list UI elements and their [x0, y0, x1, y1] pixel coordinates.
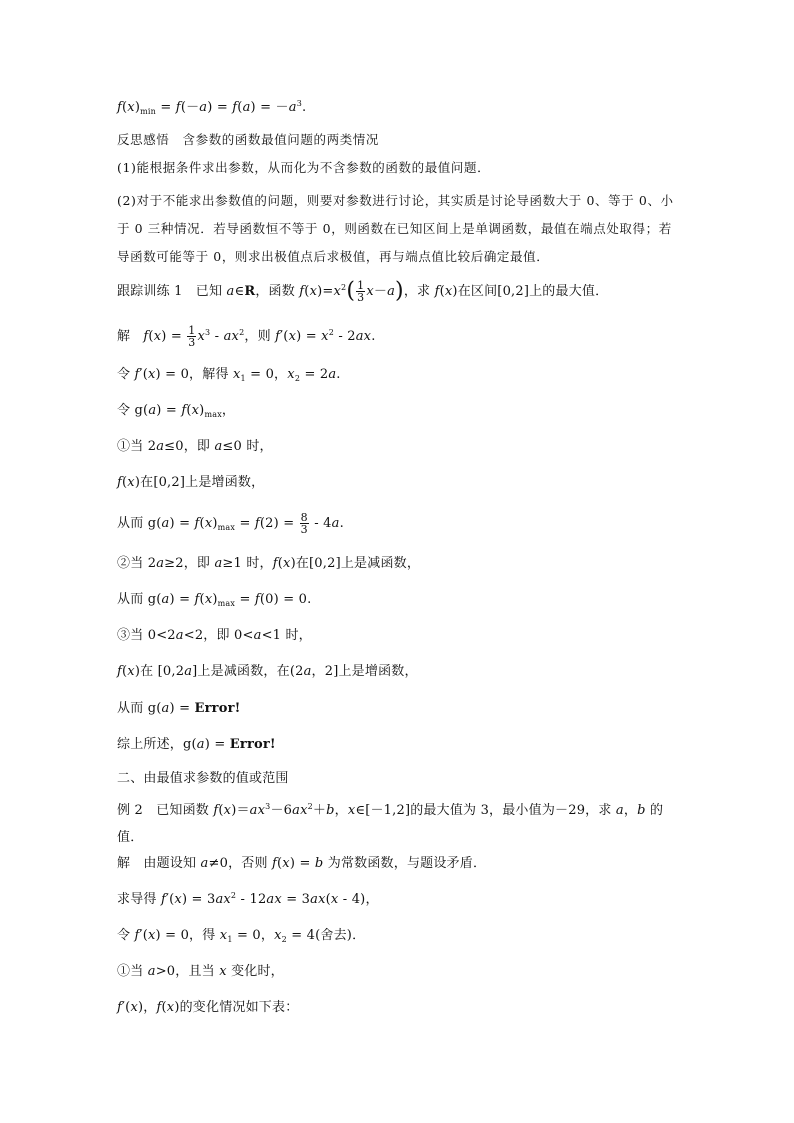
solution-derivative: 解 f(x) = $\frac{1}{3}$ $x^3 - ax^2$，则 $f'(x) = x^2 - 2ax$. — [117, 324, 376, 349]
example-2-case-1: ①当 a>0，且当 x 变化时， — [117, 964, 284, 979]
case-1-monotonic: f(x)在[0,2]上是增函数， — [117, 475, 265, 490]
reflection-point-1: (1)能根据条件求出参数，从而化为不含参数的函数的最值问题． — [117, 160, 491, 175]
line-fmin-result: $f(x)_{min} = f(-a) = f(a) = -a^3$. — [117, 99, 307, 116]
example-2-derivative: 求导得 $f'(x) = 3ax^2 - 12ax = 3ax(x - 4)$， — [117, 891, 379, 907]
case-2-result: 从而 $g(a) = f(x)_{max} = f(0) = 0$. — [117, 592, 312, 608]
case-2-condition: ②当 2a≥2，即 a≥1 时，f(x)在[0,2]上是减函数， — [117, 556, 421, 571]
reflection-point-2: (2)对于不能求出参数值的问题，则要对参数进行讨论，其实质是讨论导函数大于 0、等于 0、小于 0 三种情况．若导函数恒不等于 0，则函数在已知区间上是单调函数，最值在端点处取得；若导函数可能等于 0，则求出极值点后求极值，再与端点值比较后确定最值． — [117, 193, 674, 264]
summary-result: 综上所述，g(a) = Error! — [117, 737, 276, 752]
example-2-statement: 例 2 已知函数 $f(x)=ax^3-6ax^2+b$，x∈[－1,2]的最大值为 3，最小值为－29，求 a，b 的值． — [117, 802, 664, 845]
case-3-condition: ③当 0<2a<2，即 0<a<1 时， — [117, 628, 312, 643]
case-3-result: 从而 g(a) = Error! — [117, 701, 241, 716]
case-1-result: 从而 $g(a) = f(x)_{max} = f(2)$ = $\frac{8}{3}$ - 4a. — [117, 511, 344, 536]
solution-roots: 令 f′(x) = 0，解得 $x_1 = 0$，$x_2 = 2a$. — [117, 367, 341, 383]
section-2-heading: 二、由最值求参数的值或范围 — [117, 771, 289, 786]
example-2-solution-intro: 解 由题设知 a≠0，否则 f(x) = b 为常数函数，与题设矛盾． — [117, 856, 487, 871]
case-3-monotonic: f(x)在 [0,2a]上是减函数，在(2a，2]上是增函数， — [117, 664, 418, 679]
practice-1-statement: 跟踪训练 1 已知 a∈R，函数 $f(x)=x^2$( $\frac{1}{3}$ x－a)，求 f(x)在区间[0,2]上的最大值． — [117, 278, 609, 304]
case-1-condition: ①当 2a≤0，即 a≤0 时， — [117, 439, 273, 454]
example-2-table-intro: f′(x)，f(x)的变化情况如下表： — [117, 1000, 299, 1015]
example-2-roots: 令 f′(x) = 0，得 $x_1 = 0$，$x_2 = 4$(舍去)． — [117, 928, 366, 944]
solution-define-g: 令 $g(a) = f(x)_{max}$， — [117, 403, 236, 419]
reflection-heading: 反思感悟 含参数的函数最值问题的两类情况 — [117, 132, 380, 147]
